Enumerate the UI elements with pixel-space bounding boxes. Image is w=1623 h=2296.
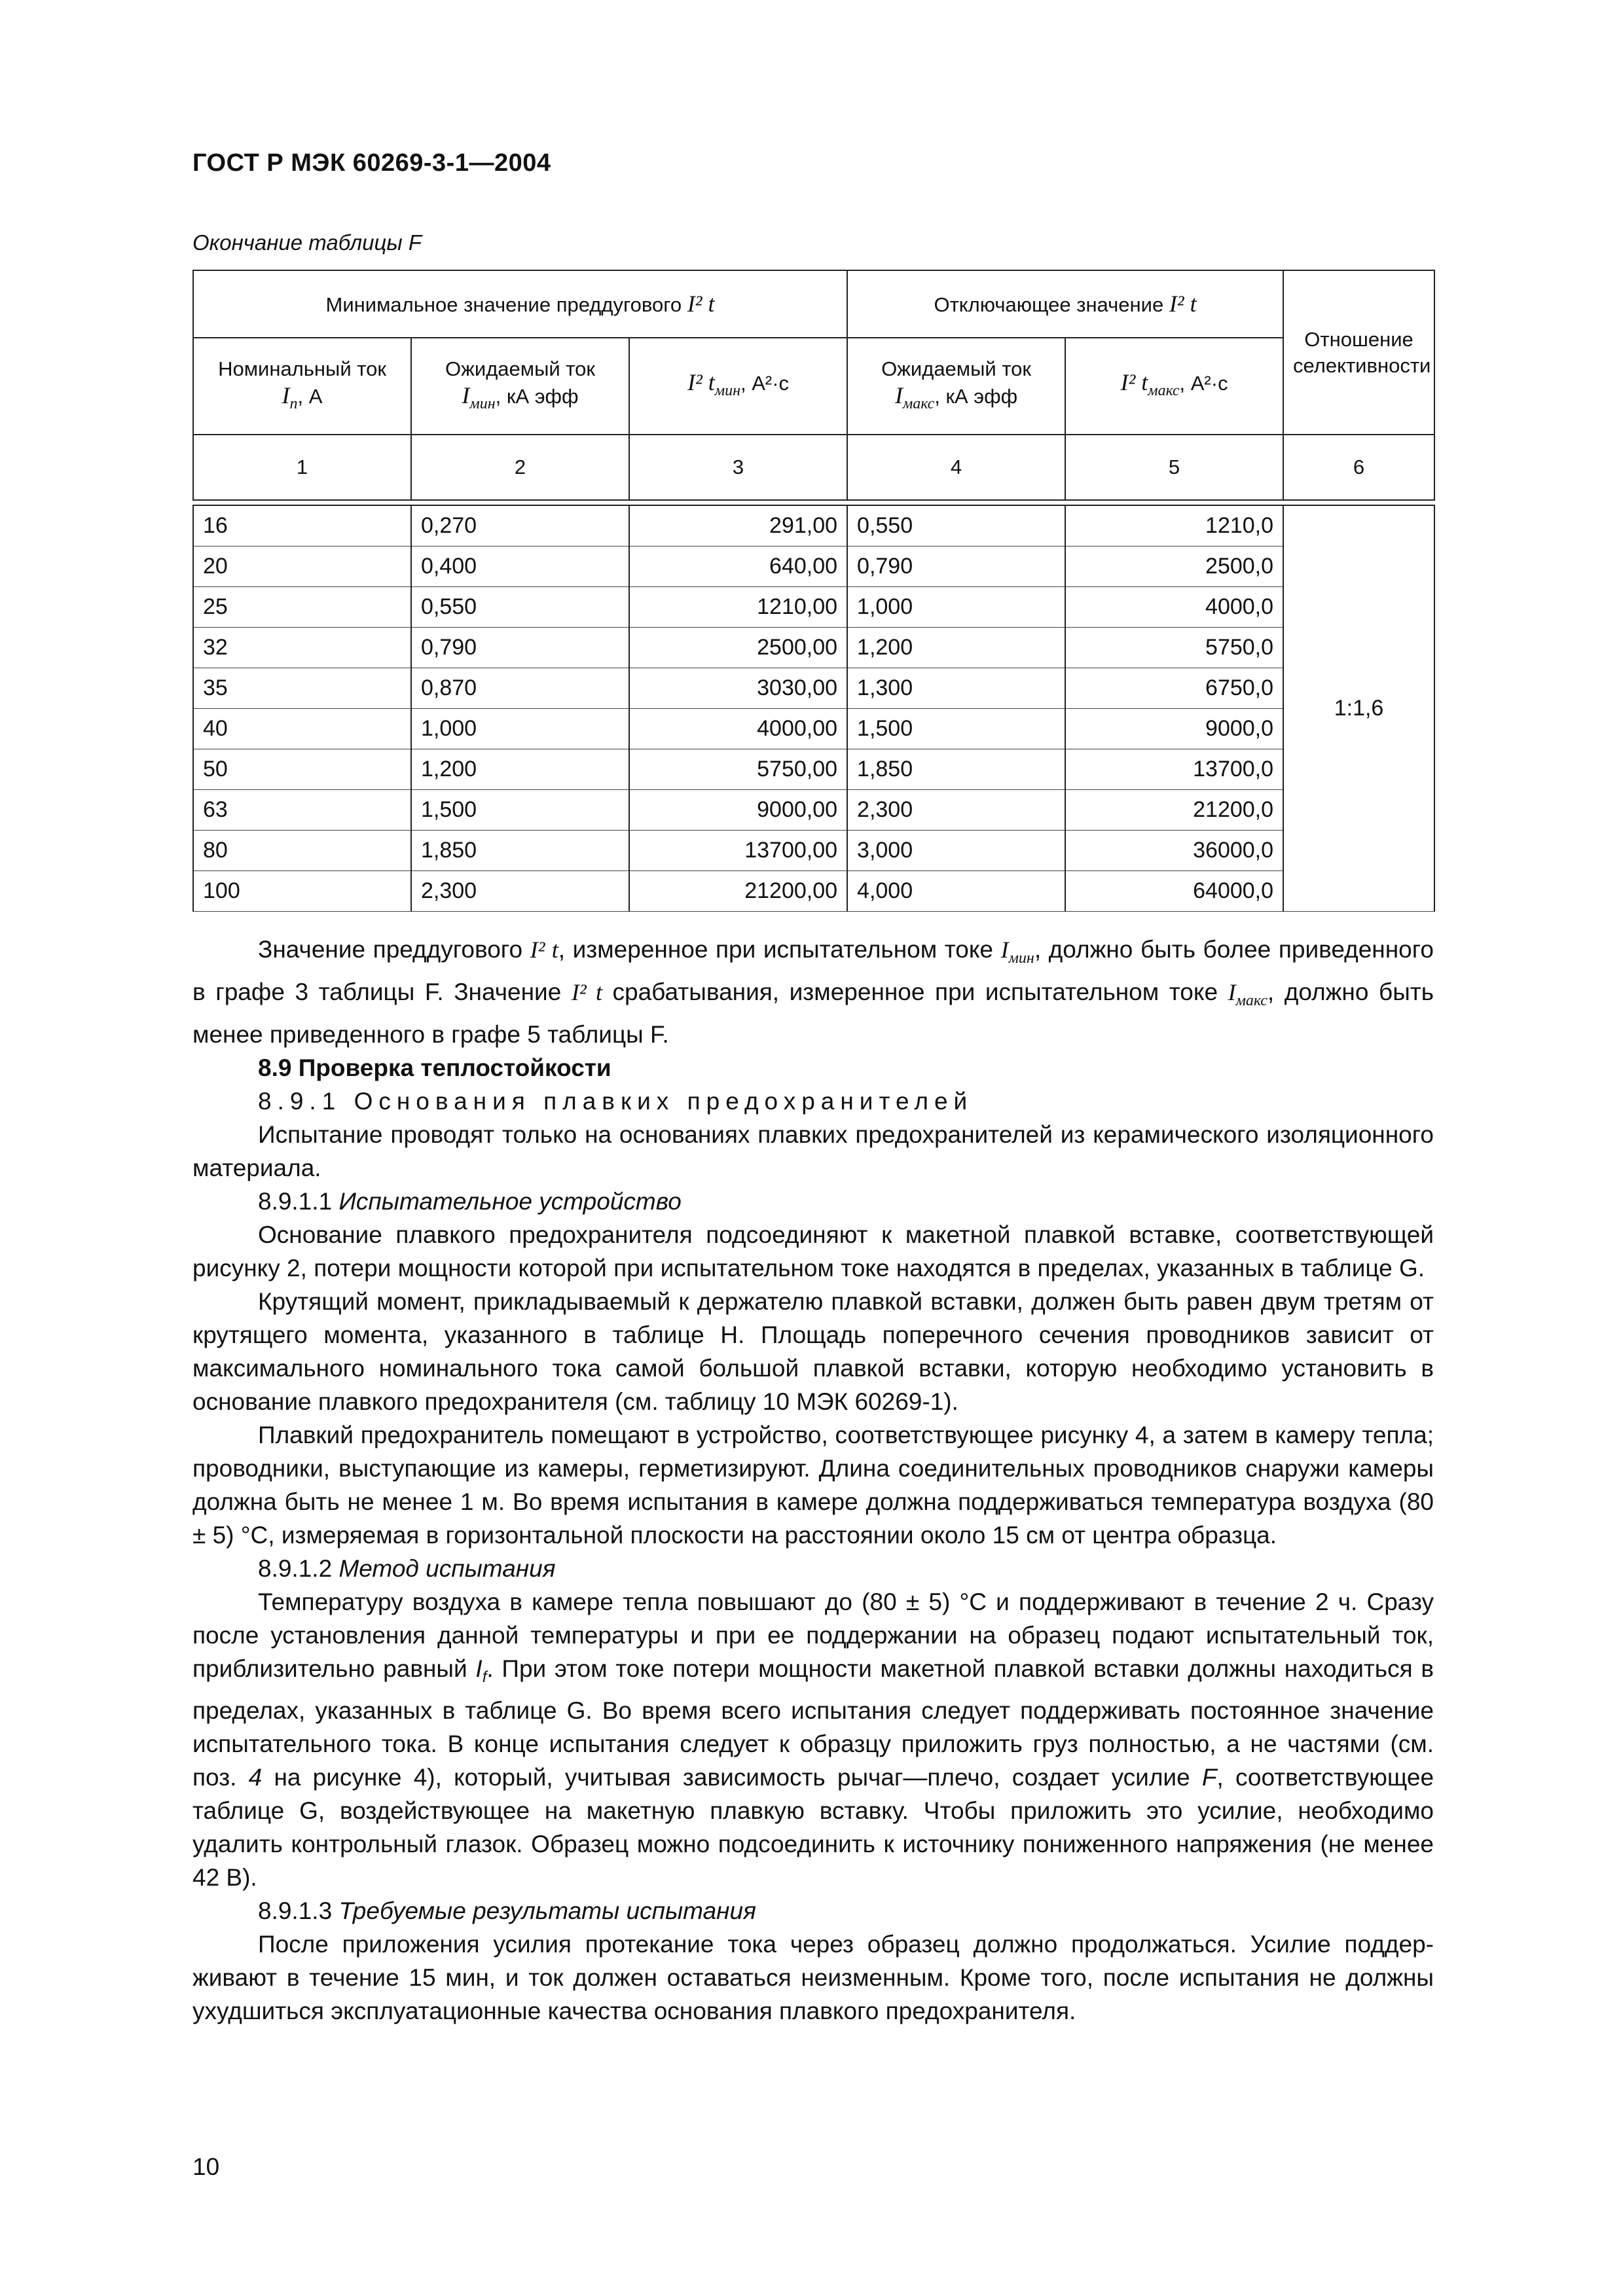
- table-cell: 6750,0: [1065, 668, 1283, 708]
- table-cell: 3030,00: [629, 668, 847, 708]
- table-cell: 1,300: [847, 668, 1065, 708]
- table-row: [193, 830, 1434, 870]
- table-cell: 21200,00: [629, 870, 847, 911]
- header-i2t-max: I² $t_{макс}$, А²·с: [1065, 338, 1283, 435]
- section-heading-8-9-1-1: 8.9.1.1 Испытательное устройство: [258, 1188, 682, 1215]
- table-cell: 0,790: [847, 546, 1065, 586]
- table-row: [193, 789, 1434, 830]
- table-row: [193, 870, 1434, 911]
- header-i2t-min: I² $t_{мин}$, А²·с: [629, 338, 847, 435]
- table-row: [193, 668, 1434, 708]
- table-cell: 32: [193, 627, 411, 668]
- column-number: 3: [629, 435, 847, 500]
- table-cell: 0,270: [411, 505, 629, 546]
- group-header-prearc: Минимальное значение преддугового I² t: [193, 270, 847, 338]
- table-cell: 20: [193, 546, 411, 586]
- table-cell: 2500,0: [1065, 546, 1283, 586]
- table-cell: 13700,0: [1065, 749, 1283, 789]
- table-cell: 0,400: [411, 546, 629, 586]
- header-rated-current: Номинальный ток $I_n$, А: [193, 338, 411, 435]
- table-cell: 21200,0: [1065, 789, 1283, 830]
- table-cell: 63: [193, 789, 411, 830]
- table-row: [193, 708, 1434, 749]
- table-row: [193, 546, 1434, 586]
- table-cell: 0,550: [411, 586, 629, 627]
- table-cell: 64000,0: [1065, 870, 1283, 911]
- table-cell: 1,200: [847, 627, 1065, 668]
- header-selectivity: Отношение селективности: [1283, 270, 1434, 435]
- header-prospective-current-min: Ожидаемый ток $I_{мин}$, кА эфф: [411, 338, 629, 435]
- group-header-operating: Отключающее значение I² t: [847, 270, 1283, 338]
- table-cell: 5750,0: [1065, 627, 1283, 668]
- table-cell: 1210,0: [1065, 505, 1283, 546]
- table-cell: 2,300: [411, 870, 629, 911]
- paragraph-heat-chamber: Плавкий предохранитель помещают в устройство, соответствующее рисунку 4, а затем в камеру тепла; проводники, выступающие из камеры, герметизируют. Длина соединительных проводников снаружи камеры должна быть не менее 1 м. Во время испытания в камере должна поддерживаться температура воздуха (80 ± 5) °С, измеряемая в горизонтальной плоскости на расстоянии около 15 см от центра образца.: [192, 1422, 1434, 1549]
- page-number: 10: [192, 2153, 220, 2180]
- table-cell: 36000,0: [1065, 830, 1283, 870]
- table-cell: 35: [193, 668, 411, 708]
- table-cell: 4000,00: [629, 708, 847, 749]
- column-number: 6: [1283, 435, 1434, 500]
- table-cell: 2,300: [847, 789, 1065, 830]
- table-cell: 291,00: [629, 505, 847, 546]
- table-cell: 9000,00: [629, 789, 847, 830]
- table-cell: 2500,00: [629, 627, 847, 668]
- table-cell: 1,500: [411, 789, 629, 830]
- column-number: 2: [411, 435, 629, 500]
- table-row: [193, 627, 1434, 668]
- table-cell: 40: [193, 708, 411, 749]
- table-row: [193, 749, 1434, 789]
- section-heading-8-9-1: 8.9.1 Основания плавких предохранителей: [258, 1088, 974, 1115]
- table-cell: 0,790: [411, 627, 629, 668]
- table-cell: 50: [193, 749, 411, 789]
- table-cell: 80: [193, 830, 411, 870]
- table-cell: 4,000: [847, 870, 1065, 911]
- header-prospective-current-max: Ожидаемый ток $I_{макс}$, кА эфф: [847, 338, 1065, 435]
- column-number: 1: [193, 435, 411, 500]
- table-f: [192, 270, 1435, 912]
- table-cell: 16: [193, 505, 411, 546]
- paragraph-results: После приложения усилия протекание тока через образец должно продолжаться. Усилие поддерживают в течение 15 мин, и ток должен оставаться неизменным. Кроме того, после испытания не должны ухудшиться эксплуатационные качества основания плавкого предохранителя.: [192, 1931, 1434, 2024]
- table-cell: 5750,00: [629, 749, 847, 789]
- column-number: 4: [847, 435, 1065, 500]
- table-cell: 640,00: [629, 546, 847, 586]
- table-cell: 1,850: [847, 749, 1065, 789]
- table-cell: 1,850: [411, 830, 629, 870]
- section-heading-8-9: 8.9 Проверка теплостойкости: [258, 1054, 611, 1081]
- paragraph-test-method: Температуру воздуха в камере тепла повышают до (80 ± 5) °С и поддерживают в течение 2 ч. Сразу после установления данной температуры и при ее поддержании на образец подают испытательный ток, приблизительно равный $I_f$. При этом токе потери мощности макетной плавкой вставки должны находиться в пределах, указанных в таблице G. Во время всего испытания следует поддерживать постоянное значение испытательного тока. В конце испытания следует к образцу приложить груз полностью, а не частями (см. поз. 4 на рисунке 4), который, учитывая зависимость рычаг—плечо, создает усилие F, соответствующее таблице G, воздействующее на макетную плавкую вставку. Чтобы приложить это усилие, необходимо удалить контрольный глазок. Образец можно подсоединить к источнику пониженного напряжения (не менее 42 В).: [192, 1588, 1434, 1891]
- table-cell: 0,550: [847, 505, 1065, 546]
- table-cell: 25: [193, 586, 411, 627]
- section-heading-8-9-1-3: 8.9.1.3 Требуемые результаты испытания: [258, 1897, 756, 1924]
- selectivity-ratio-cell: 1:1,6: [1283, 505, 1434, 911]
- table-cell: 1,000: [847, 586, 1065, 627]
- table-cell: 3,000: [847, 830, 1065, 870]
- table-row: [193, 586, 1434, 627]
- column-number: 5: [1065, 435, 1283, 500]
- document-header: ГОСТ Р МЭК 60269-3-1—2004: [192, 149, 551, 177]
- header-separator: [193, 500, 1434, 505]
- paragraph-torque: Крутящий момент, прикладываемый к держателю плавкой вставки, должен быть равен двум третям от крутящего момента, указанного в таблице H. Площадь поперечного сечения проводников зависит от максимального номинального тока самой большой плавкой вставки, которую необходимо установить в основание плавкого предохранителя (см. таблицу 10 МЭК 60269-1).: [192, 1288, 1434, 1415]
- table-cell: 1,000: [411, 708, 629, 749]
- table-body: [193, 505, 1434, 911]
- table-cell: 0,870: [411, 668, 629, 708]
- table-cell: 9000,0: [1065, 708, 1283, 749]
- table-cell: 1,200: [411, 749, 629, 789]
- table-cell: 1,500: [847, 708, 1065, 749]
- paragraph-test-setup: Основание плавкого предохранителя подсоединяют к макетной плавкой вставке, соответствующей рисунку 2, потери мощности которой при испытательном токе находятся в пределах, указанных в таблице G.: [192, 1221, 1434, 1282]
- table-row: [193, 505, 1434, 546]
- table-cell: 13700,00: [629, 830, 847, 870]
- paragraph-ceramic: Испытание проводят только на основаниях плавких предохранителей из керамического изоляционного материала.: [192, 1121, 1434, 1181]
- body-text: [192, 933, 1434, 2028]
- paragraph-i2t-requirement: Значение преддугового I² t, измеренное при испытательном токе $I_{мин}$, должно быть более приведенного в графе 3 таблицы F. Значение I² t срабатывания, измеренное при испытательном токе $I_{макс}$, должно быть менее приведенного в графе 5 таблицы F.: [192, 936, 1434, 1048]
- section-heading-8-9-1-2: 8.9.1.2 Метод испытания: [258, 1555, 556, 1582]
- table-cell: 100: [193, 870, 411, 911]
- table-caption: Окончание таблицы F: [192, 230, 422, 255]
- table-cell: 1210,00: [629, 586, 847, 627]
- table-cell: 4000,0: [1065, 586, 1283, 627]
